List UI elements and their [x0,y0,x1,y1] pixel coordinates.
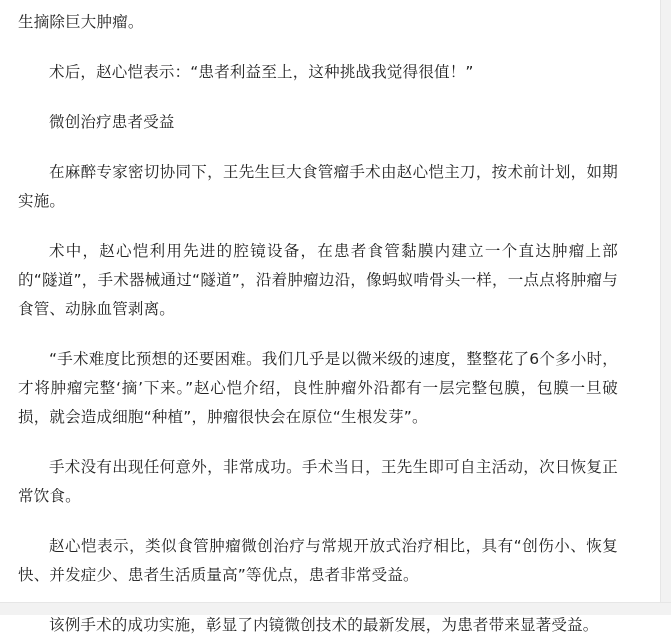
paragraph-benefits: 赵心恺表示，类似食管肿瘤微创治疗与常规开放式治疗相比，具有“创伤小、恢复快、并发症少、患者生活质量高”等优点，患者非常受益。 [18,537,618,584]
paragraph-gap [18,37,618,58]
scrollbar-track[interactable] [660,0,671,603]
page-bottom-edge [0,602,671,615]
paragraph-post-surgery-quote: 术后，赵心恺表示：“患者利益至上，这种挑战我觉得很值！” [49,63,474,81]
paragraph-conclusion: 该例手术的成功实施，彰显了内镜微创技术的最新发展，为患者带来显著受益。 [49,616,599,634]
paragraph-gap [18,216,618,237]
article-body [18,0,618,640]
paragraph-cut-top: 生摘除巨大肿瘤。 [18,13,144,31]
paragraph-gap [18,324,618,345]
paragraph-recovery: 手术没有出现任何意外，非常成功。手术当日，王先生即可自主活动，次日恢复正常饮食。 [18,458,618,505]
paragraph-gap [18,511,618,532]
paragraph-tunnel-technique: 术中，赵心恺利用先进的腔镜设备，在患者食管黏膜内建立一个直达肿瘤上部的“隧道”，手术器械通过“隧道”，沿着肿瘤边沿，像蚂蚁啃骨头一样，一点点将肿瘤与食管、动脉血管剥离。 [18,242,618,318]
paragraph-gap [18,137,618,158]
paragraph-difficulty-quote: “手术难度比预想的还要困难。我们几乎是以微米级的速度，整整花了6个多小时，才将肿瘤完整‘摘’下来。”赵心恺介绍，良性肿瘤外沿都有一层完整包膜，包膜一旦破损，就会造成细胞“种植”，肿瘤很快会在原位“生根发芽”。 [18,350,618,426]
paragraph-anesthesia: 在麻醉专家密切协同下，王先生巨大食管瘤手术由赵心恺主刀，按术前计划，如期实施。 [18,163,618,210]
paragraph-gap [18,87,618,108]
paragraph-gap [18,432,618,453]
section-subheading: 微创治疗患者受益 [49,113,175,131]
